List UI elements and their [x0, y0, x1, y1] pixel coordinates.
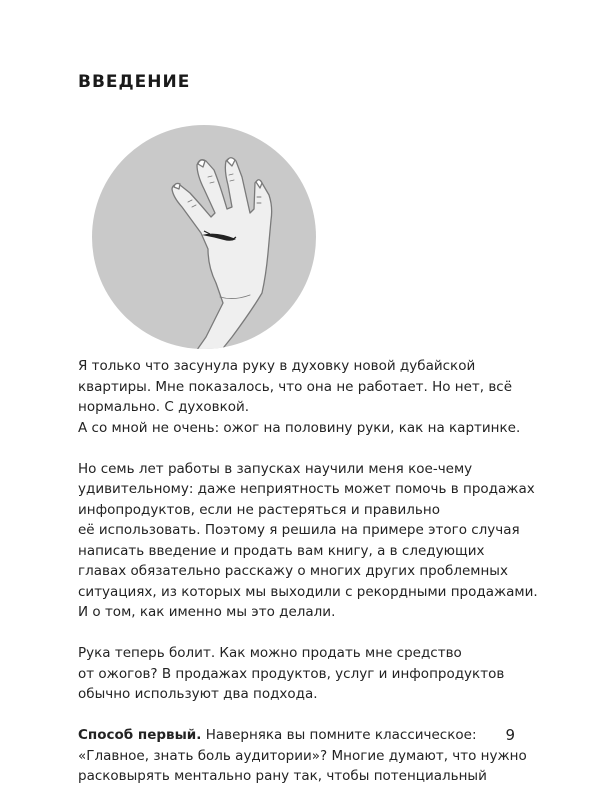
text-line: квартиры. Мне показалось, что она не работает. Но нет, всё — [78, 378, 513, 395]
text-line: обычно используют два подхода. — [78, 686, 318, 702]
text-line: ситуациях, из которых мы выходили с рекордными продажами. — [78, 583, 538, 600]
page-number: 9 — [505, 726, 515, 744]
text-line: Но семь лет работы в запусках научили меня кое-чему — [78, 460, 473, 477]
text-line: расковырять ментально рану так, чтобы потенциальный — [78, 768, 487, 784]
text-line: написать введение и продать вам книгу, а в следующих — [78, 542, 485, 559]
burned-hand-illustration — [84, 125, 324, 350]
text-line — [78, 725, 548, 746]
text-line: её использовать. Поэтому я решила на примере этого случая — [78, 522, 520, 538]
lead-rest: Наверняка вы помните классическое: — [201, 727, 477, 743]
paragraph-2 — [78, 459, 548, 623]
text-line: от ожогов? В продажах продуктов, услуг и инфопродуктов — [78, 665, 505, 682]
text-line: инфопродуктов, если не растеряться и правильно — [78, 501, 440, 518]
text-line: Рука теперь болит. Как можно продать мне средство — [78, 645, 462, 661]
text-line: И о том, как именно мы это делали. — [78, 604, 336, 620]
text-line: главах обязательно расскажу о многих других проблемных — [78, 563, 508, 579]
paragraph-1 — [78, 356, 548, 438]
paragraph-3 — [78, 643, 548, 705]
body-text — [78, 356, 548, 807]
chapter-heading: ВВЕДЕНИЕ — [78, 72, 191, 92]
paragraph-4 — [78, 725, 548, 787]
text-line: нормально. С духовкой. — [78, 399, 250, 415]
text-line: А со мной не очень: ожог на половину руки, как на картинке. — [78, 419, 521, 436]
text-line: «Главное, знать боль аудитории»? Многие думают, что нужно — [78, 747, 527, 764]
text-line: удивительному: даже неприятность может помочь в продажах — [78, 481, 535, 497]
text-line: Я только что засунула руку в духовку новой дубайской — [78, 358, 476, 374]
bold-lead: Способ первый. — [78, 727, 202, 743]
